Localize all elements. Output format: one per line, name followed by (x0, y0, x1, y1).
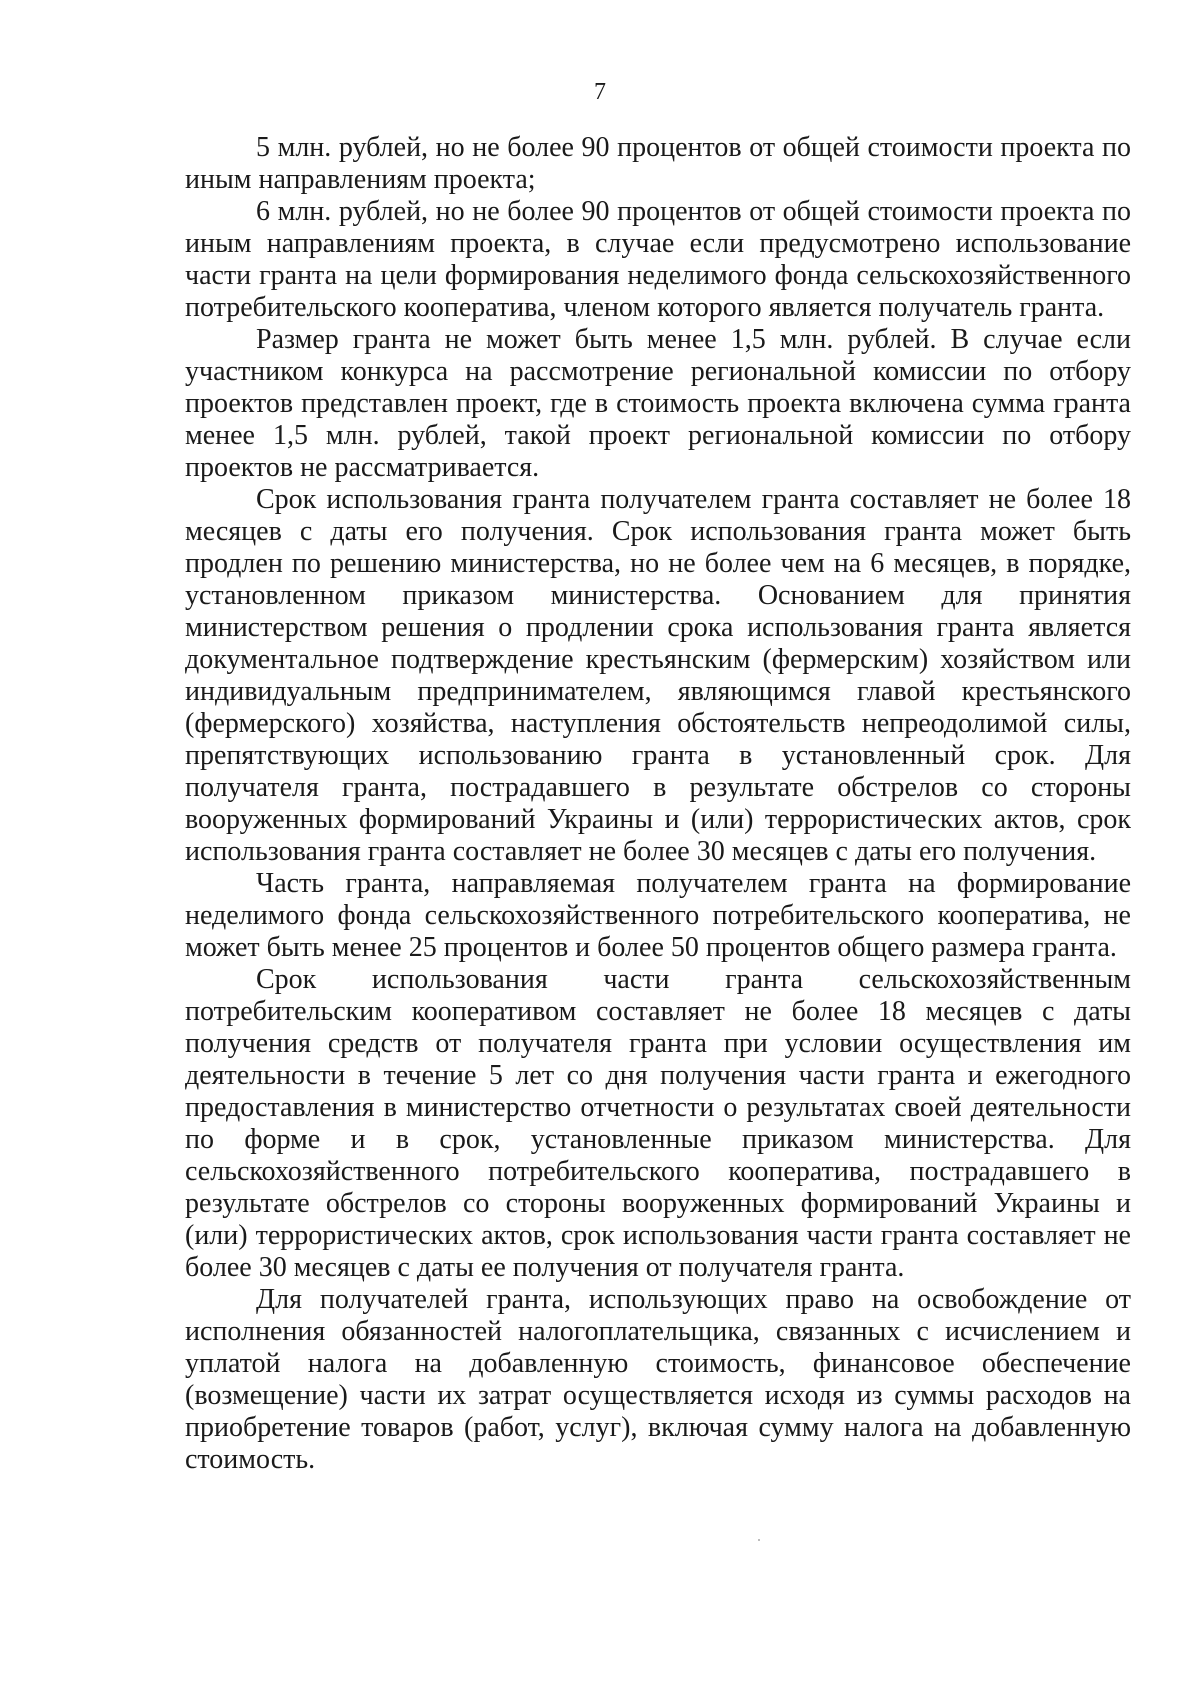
paragraph-cooperative-term: Срок использования части гранта сельскохозяйственным потребительским кооперативом составляет не более 18 месяцев с даты получения средств от получателя гранта при условии осуществления им деятельности в течение 5 лет со дня получения части гранта и ежегодного предоставления в министерство отчетности о результатах своей деятельности по форме и в срок, установленные приказом министерства. Для сельскохозяйственного потребительского кооператива, пострадавшего в результате обстрелов со стороны вооруженных формирований Украины и (или) террористических актов, срок использования части гранта составляет не более 30 месяцев с даты ее получения от получателя гранта. (185, 964, 1131, 1283)
paragraph-grant-5mln: 5 млн. рублей, но не более 90 процентов от общей стоимости проекта по иным направлениям проекта; (185, 132, 1131, 195)
paragraph-grant-term: Срок использования гранта получателем гранта составляет не более 18 месяцев с даты его получения. Срок использования гранта может быть продлен по решению министерства, но не более чем на 6 месяцев, в порядке, установленном приказом министерства. Основанием для принятия министерством решения о продлении срока использования гранта является документальное подтверждение крестьянским (фермерским) хозяйством или индивидуальным предпринимателем, являющимся главой крестьянского (фермерского) хозяйства, наступления обстоятельств непреодолимой силы, препятствующих использованию гранта в установленный срок. Для получателя гранта, пострадавшего в результате обстрелов со стороны вооруженных формирований Украины и (или) террористических актов, срок использования гранта составляет не более 30 месяцев с даты его получения. (185, 484, 1131, 867)
paragraph-vat-exemption: Для получателей гранта, использующих право на освобождение от исполнения обязанностей налогоплательщика, связанных с исчислением и уплатой налога на добавленную стоимость, финансовое обеспечение (возмещение) части их затрат осуществляется исходя из суммы расходов на приобретение товаров (работ, услуг), включая сумму налога на добавленную стоимость. (185, 1284, 1131, 1475)
paragraph-indivisible-fund-share: Часть гранта, направляемая получателем гранта на формирование неделимого фонда сельскохозяйственного потребительского кооператива, не может быть менее 25 процентов и более 50 процентов общего размера гранта. (185, 868, 1131, 963)
paragraph-grant-6mln: 6 млн. рублей, но не более 90 процентов от общей стоимости проекта по иным направлениям проекта, в случае если предусмотрено использование части гранта на цели формирования неделимого фонда сельскохозяйственного потребительского кооператива, членом которого является получатель гранта. (185, 196, 1131, 323)
scan-speck (758, 1539, 760, 1541)
page-number: 7 (594, 79, 606, 105)
paragraph-grant-minimum: Размер гранта не может быть менее 1,5 млн. рублей. В случае если участником конкурса на рассмотрение региональной комиссии по отбору проектов представлен проект, где в стоимость проекта включена сумма гранта менее 1,5 млн. рублей, такой проект региональной комиссии по отбору проектов не рассматривается. (185, 324, 1131, 483)
document-body (185, 132, 1131, 1476)
